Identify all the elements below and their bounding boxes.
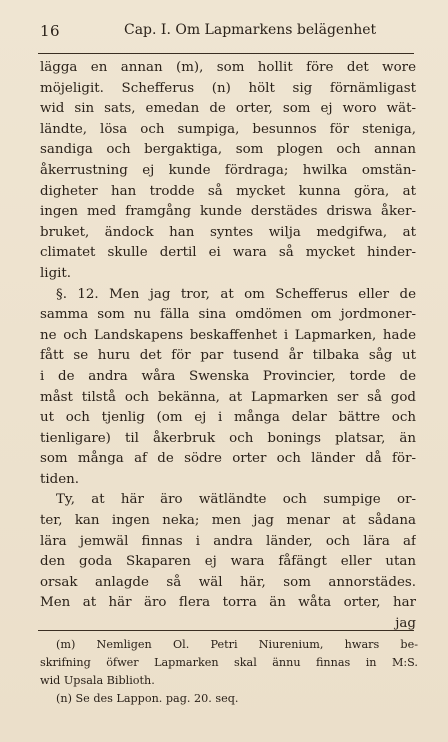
footnote-n-line: (n) Se des Lappon. pag. 20. seq. [56,692,239,705]
text-line: ter, kan ingen neka; men jag menar at sådana [40,513,416,529]
text-line: den goda Skaparen ej wara fåfängt eller utan [40,554,416,570]
running-head: Cap. I. Om Lapmarkens belägenhet [124,22,377,38]
body-text [40,58,416,635]
page-header [40,14,414,46]
text-line: fått se huru det för par tusend år tilbaka såg ut [40,348,416,364]
text-line: i de andra wåra Swenska Provincier, torde de [40,368,416,384]
text-line: tienligare) til åkerbruk och bonings platsar, än [40,430,416,446]
text-line: som många af de södre orter och länder då för- [40,451,416,467]
text-line: åkerrustning ej kunde fördraga; hwilka omstän- [40,162,416,178]
catchword: jag [395,616,416,632]
text-line: tiden. [40,471,80,487]
header-rule [38,53,414,54]
text-line: lägga en annan (m), som hollit före det wore [40,60,416,75]
text-line: samma som nu fälla sina omdömen om jordmoner- [40,307,416,323]
footnote-m-line: skrifning öfwer Lapmarken skal ännu finnas in M:S. [40,656,418,669]
text-line: ingen med framgång kunde derstädes driswa åker- [40,204,416,220]
text-line: wid sin sats, emedan de orter, som ej woro wät- [40,101,416,117]
text-line: bruket, ändock han syntes wilja medgifwa, at [40,224,416,240]
text-line: ne och Landskapens beskaffenhet i Lapmarken, hade [40,327,416,343]
text-line: digheter han trodde så mycket kunna göra, at [40,183,416,199]
page-number: 16 [40,22,61,40]
text-line: sandiga och bergaktiga, som plogen och annan [40,142,416,158]
footnote-m-line: wid Upsala Biblioth. [40,674,155,687]
text-line: Men at här äro flera torra än wåta orter, har [40,595,416,611]
text-line: ländte, lösa och sumpiga, besunnos för steniga, [40,121,416,137]
text-line: orsak anlagde så wäl här, som annorstädes. [40,574,416,590]
text-line: möjeligit. Schefferus (n) hölt sig förnämligast [40,80,416,96]
footnote-rule [38,630,414,631]
text-line: ut och tjenlig (om ej i många delar bättre och [40,410,416,426]
footnotes [40,636,418,708]
section-start-line: §. 12. Men jag tror, at om Schefferus eller de [56,286,416,302]
text-line: måst tilstå och bekänna, at Lapmarken ser så god [40,389,416,405]
text-line: ligit. [40,265,72,281]
text-line: lära jemwäl finnas i andra länder, och lära af [40,533,416,549]
paragraph-start-line: Ty, at här äro wätländte och sumpige or- [56,492,416,508]
footnote-m-line: (m) Nemligen Ol. Petri Niurenium, hwars be- [56,638,418,651]
text-line: climatet skulle dertil ei wara så mycket hinder- [40,245,416,261]
